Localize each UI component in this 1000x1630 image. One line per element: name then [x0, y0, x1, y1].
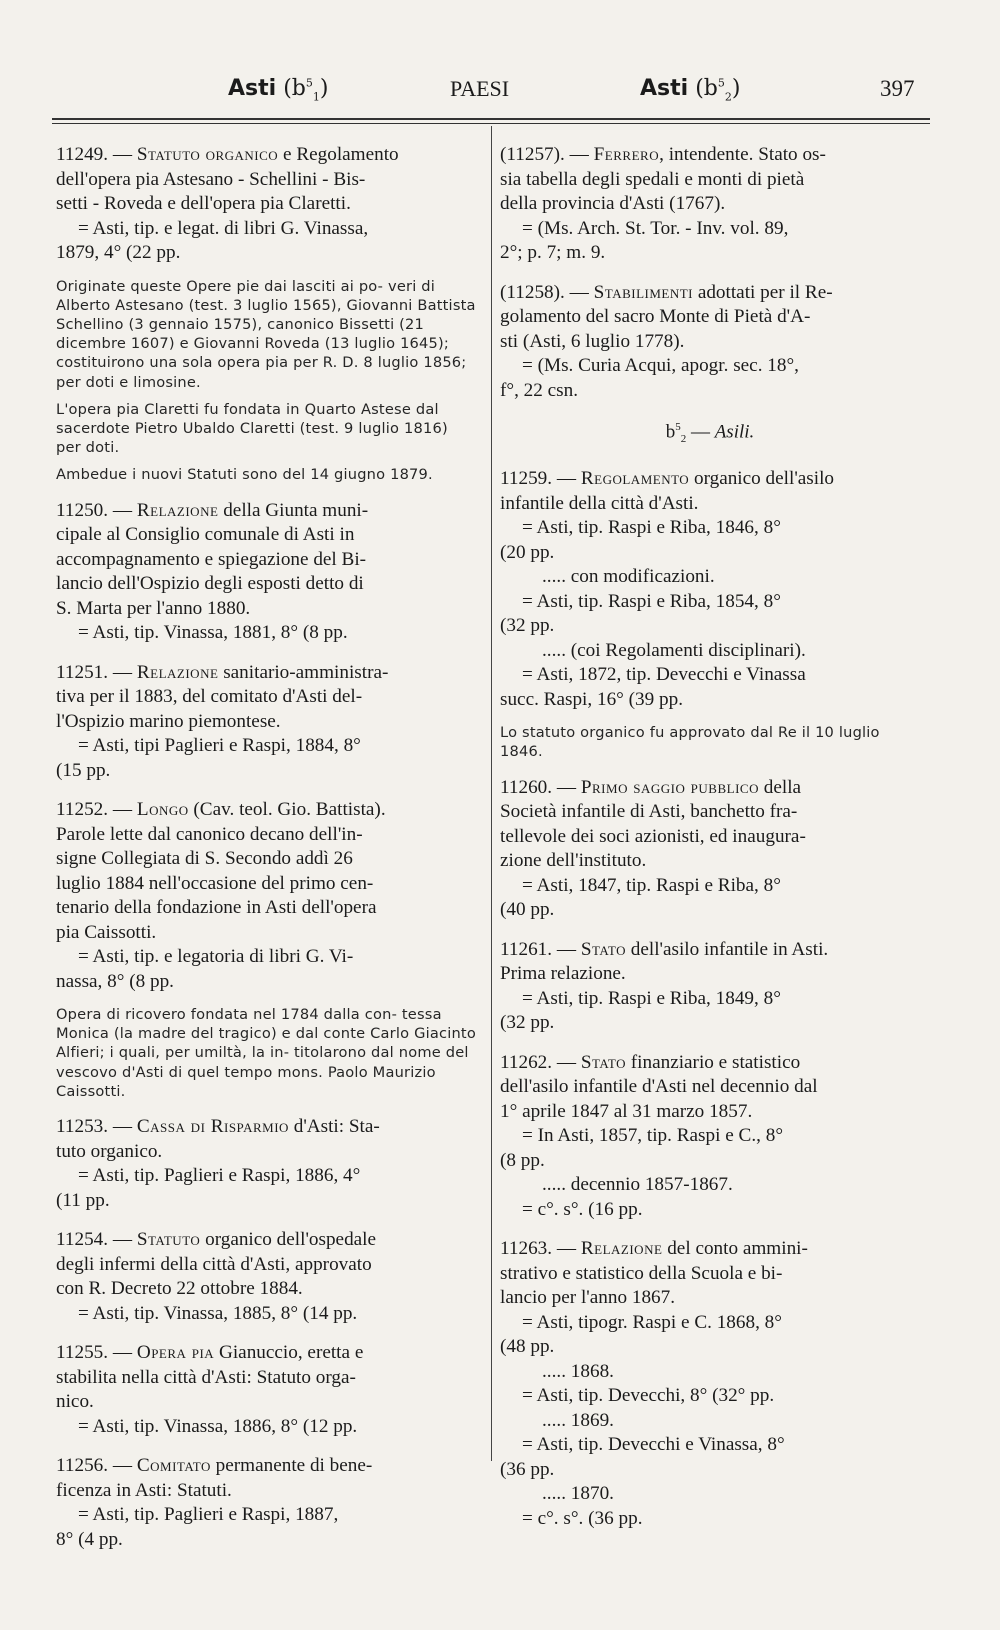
entry-number: 11249. —	[56, 144, 133, 165]
continuation-line: ..... con modificazioni.	[542, 566, 715, 588]
imprint-line: = Asti, tip. Paglieri e Raspi, 1887,	[78, 1504, 339, 1526]
entry-title: Regolamento	[580, 468, 690, 490]
entry-number: (11258). —	[500, 281, 589, 303]
entry-line: (8 pp.	[500, 1149, 545, 1171]
continuation-line: ..... (coi Regolamenti disciplinari).	[542, 639, 806, 661]
header-left-code: (b	[283, 76, 306, 101]
entry-line: nassa, 8° (8 pp.	[56, 970, 174, 992]
imprint-line: = Asti, tip. e legat. di libri G. Vinassa,	[78, 217, 369, 239]
entry-line: luglio 1884 nell'occasione del primo cen-	[56, 872, 374, 894]
entry-line: lancio per l'anno 1867.	[500, 1287, 676, 1309]
entry-line: pia Caissotti.	[56, 921, 157, 943]
note-paragraph: Lo statuto organico fu approvato dal Re il 10 luglio 1846.	[500, 724, 880, 761]
entry-line: lancio dell'Ospizio degli esposti detto di	[56, 573, 364, 595]
imprint-line: = c°. s°. (36 pp.	[522, 1507, 643, 1529]
imprint-line: = (Ms. Arch. St. Tor. - Inv. vol. 89,	[522, 217, 789, 239]
note-paragraph: L'opera pia Claretti fu fondata in Quarto Astese dal sacerdote Pietro Ubaldo Claretti (test. 9 luglio 1816) per doti.	[56, 400, 448, 457]
entry-line: golamento del sacro Monte di Pietà d'A-	[500, 306, 811, 327]
header-right-sub: 2	[724, 90, 732, 104]
entry-number: 11260. —	[500, 776, 577, 798]
entry-line: Prima relazione.	[500, 963, 626, 985]
entry-line: del conto ammini-	[667, 1238, 808, 1260]
entry-11257	[500, 143, 920, 266]
imprint-line: = c°. s°. (16 pp.	[522, 1198, 643, 1220]
imprint-line: = Asti, 1847, tip. Raspi e Riba, 8°	[522, 874, 781, 896]
entry-title: Statuto	[136, 1229, 201, 1251]
entry-title: Statuto organico	[136, 144, 279, 165]
column-divider	[491, 126, 492, 1461]
entry-line: (36 pp.	[500, 1458, 555, 1480]
imprint-line: = Asti, tip. Vinassa, 1886, 8° (12 pp.	[78, 1415, 358, 1437]
entry-11261	[500, 938, 920, 1036]
entry-title: Primo saggio pubblico	[580, 776, 759, 798]
entry-line: della Giunta muni-	[223, 499, 369, 521]
entry-number: 11256. —	[56, 1455, 133, 1477]
header-left-close: )	[319, 76, 329, 101]
note-paragraph: Originate queste Opere pie dai lasciti ai po- veri di Alberto Astesano (test. 3 luglio 1565), Giovanni Battista Schellino (3 gennaio 1575), canonico Bissetti (21 dicembre 1607) e Giovanni Roveda (13 luglio 1645); costituirono una sola opera pia per R. D. 8 luglio 1856; per doti e limosine.	[56, 277, 476, 391]
entry-title: Relazione	[580, 1238, 663, 1260]
entry-line: permanente di bene-	[215, 1455, 373, 1477]
entry-title: Comitato	[136, 1455, 211, 1477]
entry-title: Cassa di Risparmio	[136, 1116, 289, 1138]
header-left-sup: 5	[305, 76, 313, 90]
entry-11263	[500, 1237, 920, 1531]
imprint-line: = In Asti, 1857, tip. Raspi e C., 8°	[522, 1125, 784, 1147]
entry-11256	[56, 1454, 476, 1552]
entry-line: cipale al Consiglio comunale di Asti in	[56, 524, 355, 546]
entry-line: dell'asilo infantile d'Asti nel decennio dal	[500, 1076, 818, 1098]
section-code-sub: 2	[680, 433, 687, 446]
section-heading-asili	[500, 421, 920, 445]
entry-line: sanitario-amministra-	[223, 661, 389, 683]
entry-line: strativo e statistico della Scuola e bi-	[500, 1262, 783, 1284]
entry-line: (32 pp.	[500, 1012, 555, 1034]
entry-line: organico dell'asilo	[693, 468, 835, 490]
imprint-line: = Asti, tip. e legatoria di libri G. Vi-	[78, 946, 354, 968]
entry-line: Gianuccio, eretta e	[218, 1342, 364, 1364]
entry-title: Stato	[580, 938, 626, 960]
entry-11255	[56, 1341, 476, 1439]
entry-number: 11252. —	[56, 799, 133, 821]
entry-line: setti - Roveda e dell'opera pia Claretti.	[56, 193, 351, 214]
entry-line: tuto organico.	[56, 1140, 163, 1162]
section-dash: —	[690, 421, 710, 443]
header-rule-thick	[52, 118, 930, 120]
entry-line: e Regolamento	[283, 144, 399, 165]
entry-title: Relazione	[136, 499, 219, 521]
entry-line: sti (Asti, 6 luglio 1778).	[500, 330, 685, 352]
entry-11260	[500, 776, 920, 923]
entry-line: organico dell'ospedale	[205, 1229, 377, 1251]
entry-11262	[500, 1051, 920, 1223]
entry-line: (15 pp.	[56, 759, 111, 781]
imprint-line: = Asti, tipi Paglieri e Raspi, 1884, 8°	[78, 735, 361, 757]
entry-line: della provincia d'Asti (1767).	[500, 193, 726, 214]
entry-line: 8° (4 pp.	[56, 1528, 123, 1550]
entry-line: signe Collegiata di S. Secondo addì 26	[56, 848, 353, 870]
entry-line: adottati per il Re-	[697, 281, 833, 303]
header-right-sup: 5	[717, 76, 725, 90]
entry-11259-note	[500, 723, 920, 761]
imprint-line: = Asti, tip. Vinassa, 1885, 8° (14 pp.	[78, 1302, 358, 1324]
entry-number: (11257). —	[500, 144, 589, 165]
running-header	[0, 0, 1000, 120]
imprint-line: = Asti, tipogr. Raspi e C. 1868, 8°	[522, 1311, 782, 1333]
entry-number: 11262. —	[500, 1051, 577, 1073]
entry-11254	[56, 1228, 476, 1326]
entry-line: stabilita nella città d'Asti: Statuto orga-	[56, 1366, 356, 1388]
entry-number: 11253. —	[56, 1116, 133, 1138]
entry-line: ficenza in Asti: Statuti.	[56, 1479, 232, 1501]
entry-line: infantile della città d'Asti.	[500, 492, 699, 514]
entry-line: tellevole dei soci azionisti, ed inaugura-	[500, 825, 806, 847]
header-rule-thin	[52, 123, 930, 124]
entry-line: dell'opera pia Astesano - Schellini - Bis-	[56, 168, 366, 190]
entry-line: della	[763, 776, 802, 798]
header-right-title: Asti	[640, 76, 689, 101]
entry-line: dell'asilo infantile in Asti.	[630, 938, 829, 960]
entry-line: , intendente. Stato os-	[659, 144, 826, 165]
entry-line: d'Asti: Sta-	[293, 1116, 380, 1138]
imprint-line: = Asti, tip. Raspi e Riba, 1846, 8°	[522, 517, 781, 539]
entry-line: 2°; p. 7; m. 9.	[500, 242, 606, 263]
continuation-line: ..... 1868.	[542, 1360, 614, 1382]
entry-title: Ferrero	[593, 144, 660, 165]
entry-number: 11261. —	[500, 938, 577, 960]
entry-line: (11 pp.	[56, 1189, 110, 1211]
entry-number: 11263. —	[500, 1238, 577, 1260]
entry-line: zione dell'instituto.	[500, 850, 647, 872]
entry-line: tenario della fondazione in Asti dell'opera	[56, 897, 377, 919]
entry-11259	[500, 467, 920, 712]
entry-11258	[500, 281, 920, 404]
imprint-line: = (Ms. Curia Acqui, apogr. sec. 18°,	[522, 355, 799, 376]
entry-11251	[56, 661, 476, 784]
header-left-sub: 1	[312, 90, 320, 104]
section-code: b	[665, 421, 676, 443]
header-left	[228, 76, 328, 103]
entry-11252-note	[56, 1005, 476, 1101]
entry-line: (32 pp.	[500, 615, 555, 637]
entry-number: 11255. —	[56, 1342, 133, 1364]
note-paragraph: Opera di ricovero fondata nel 1784 dalla con- tessa Monica (la madre del tragico) e dal conte Carlo Giacinto Alfieri; i quali, per umiltà, la in- titolarono dal nome del vescovo d'Asti di quel tempo mons. Paolo Maurizio Caissotti.	[56, 1006, 476, 1100]
continuation-line: ..... decennio 1857-1867.	[542, 1174, 733, 1196]
continuation-line: ..... 1869.	[542, 1409, 614, 1431]
entry-11252	[56, 798, 476, 994]
entry-title: Relazione	[136, 661, 219, 683]
entry-line: nico.	[56, 1391, 94, 1413]
entry-line: degli infermi della città d'Asti, approvato	[56, 1253, 372, 1275]
imprint-line: = Asti, tip. Vinassa, 1881, 8° (8 pp.	[78, 622, 348, 644]
entry-number: 11259. —	[500, 468, 577, 490]
entry-title: Stabilimenti	[593, 281, 694, 303]
entry-line: finanziario e statistico	[630, 1051, 801, 1073]
header-center: PAESI	[450, 76, 510, 101]
entry-line: 1° aprile 1847 al 31 marzo 1857.	[500, 1100, 753, 1122]
page-number: 397	[880, 76, 915, 101]
header-left-title: Asti	[228, 76, 277, 101]
left-column	[56, 143, 476, 1567]
entry-line: (40 pp.	[500, 899, 555, 921]
entry-line: l'Ospizio marino piemontese.	[56, 710, 281, 732]
entry-title: Longo	[136, 799, 189, 821]
entry-title: Opera pia	[136, 1342, 215, 1364]
entry-line: sia tabella degli spedali e monti di pietà	[500, 168, 805, 190]
imprint-line: = Asti, tip. Devecchi, 8° (32° pp.	[522, 1385, 775, 1407]
entry-line: Parole lette dal canonico decano dell'in-	[56, 823, 363, 845]
entry-line: con R. Decreto 22 ottobre 1884.	[56, 1278, 303, 1300]
entry-11250	[56, 499, 476, 646]
continuation-line: ..... 1870.	[542, 1483, 614, 1505]
entry-number: 11250. —	[56, 499, 133, 521]
note-paragraph: Ambedue i nuovi Statuti sono del 14 giugno 1879.	[56, 466, 433, 484]
section-title: Asili.	[714, 421, 755, 443]
imprint-line: = Asti, 1872, tip. Devecchi e Vinassa	[522, 664, 806, 686]
entry-line: tiva per il 1883, del comitato d'Asti del-	[56, 686, 363, 708]
entry-line: (20 pp.	[500, 541, 555, 563]
header-right	[640, 76, 740, 103]
entry-line: succ. Raspi, 16° (39 pp.	[500, 688, 684, 710]
entry-line: S. Marta per l'anno 1880.	[56, 597, 251, 619]
entry-title: Stato	[580, 1051, 626, 1073]
right-column	[500, 143, 920, 1546]
entry-line: (48 pp.	[500, 1336, 555, 1358]
entry-11253	[56, 1115, 476, 1213]
entry-line: (Cav. teol. Gio. Battista).	[193, 799, 386, 821]
entry-line: f°, 22 csn.	[500, 379, 579, 401]
entry-line: accompagnamento e spiegazione del Bi-	[56, 548, 367, 570]
entry-11249	[56, 143, 476, 266]
imprint-line: = Asti, tip. Raspi e Riba, 1854, 8°	[522, 590, 781, 612]
entry-number: 11251. —	[56, 661, 133, 683]
imprint-line: = Asti, tip. Raspi e Riba, 1849, 8°	[522, 987, 781, 1009]
header-right-code: (b	[695, 76, 718, 101]
entry-line: 1879, 4° (22 pp.	[56, 242, 181, 263]
entry-line: Società infantile di Asti, banchetto fra-	[500, 801, 798, 823]
header-right-close: )	[731, 76, 741, 101]
entry-11249-notes	[56, 277, 476, 485]
section-code-sup: 5	[675, 421, 681, 433]
entry-number: 11254. —	[56, 1229, 133, 1251]
imprint-line: = Asti, tip. Devecchi e Vinassa, 8°	[522, 1434, 785, 1456]
imprint-line: = Asti, tip. Paglieri e Raspi, 1886, 4°	[78, 1165, 361, 1187]
